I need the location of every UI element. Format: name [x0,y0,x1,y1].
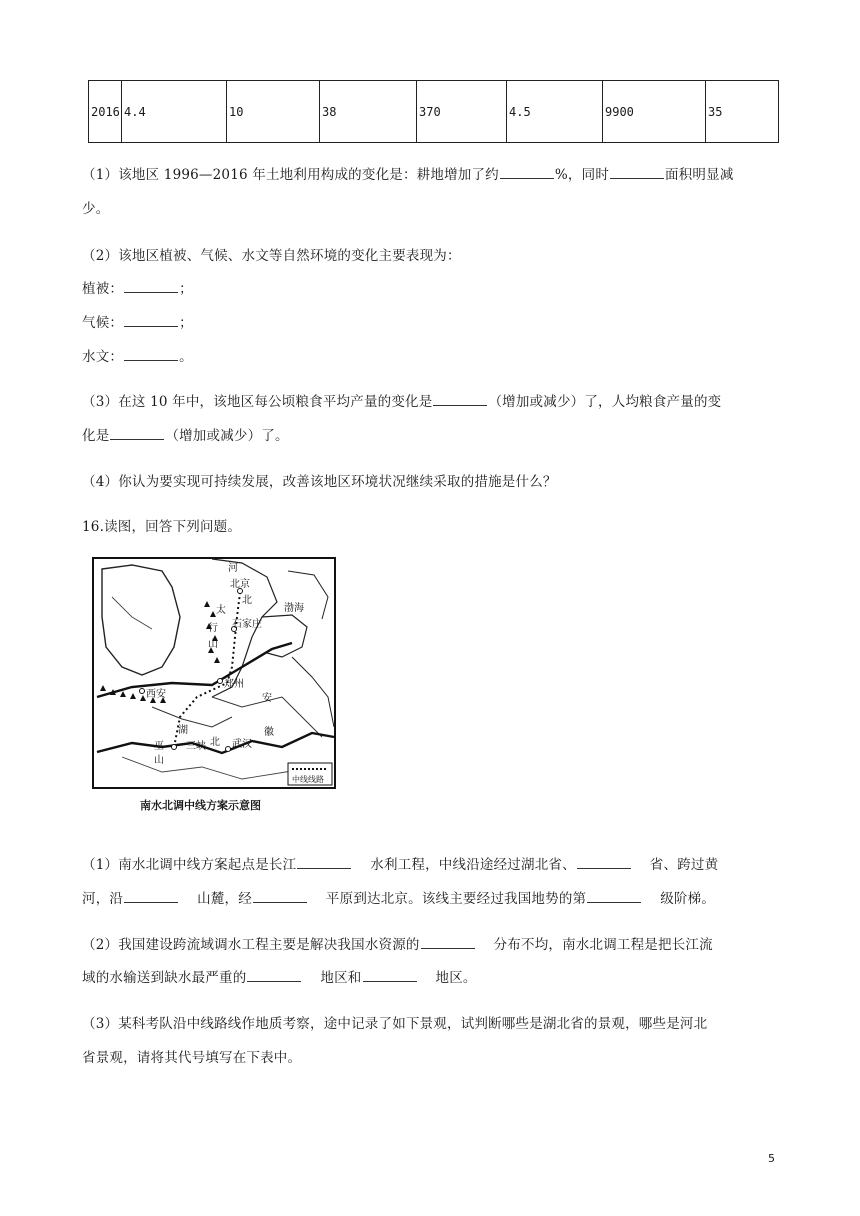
q16-p1f: 平原到达北京。该线主要经过我国地势的第 [325,891,587,907]
punct: ； [179,281,193,297]
city-zhengzhou [218,679,223,684]
answer-blank[interactable] [577,856,631,869]
q16-part2-line2 [82,966,477,986]
q15-vegetation [82,277,193,297]
page-number: 5 [768,1152,775,1165]
table-row [89,81,779,143]
map-label: 渤海 [284,603,304,614]
label-vegetation: 植被： [82,281,124,297]
q16-part1-line1 [82,853,718,873]
answer-blank[interactable] [500,166,554,179]
map-label: 河 [228,563,238,574]
table-cell: 4.4 [122,81,227,143]
data-table [88,80,779,143]
map-label: 郑州 [224,679,244,690]
answer-blank[interactable] [124,280,178,293]
map-caption: 南水北调中线方案示意图 [140,799,261,812]
q16-p2d: 地区和 [320,970,362,986]
answer-blank[interactable] [124,314,178,327]
q15-p3a: （3）在这 10 年中，该地区每公顷粮食平均产量的变化是 [82,394,433,410]
q15-p1b: %，同时 [554,167,610,183]
q15-part1-line1 [82,163,734,183]
q16-p2a: （2）我国建设跨流域调水工程主要是解决我国水资源的 [82,937,420,953]
punct: 。 [179,349,193,365]
q15-hydrology [82,345,193,365]
q15-part2: （2）该地区植被、气候、水文等自然环境的变化主要表现为： [82,248,461,264]
q15-part3-line1 [82,390,721,410]
answer-blank[interactable] [433,393,487,406]
q15-p1a: （1）该地区 1996—2016 年土地利用构成的变化是：耕地增加了约 [82,167,499,183]
q15-p3c: 化是 [82,428,110,444]
q16-p1e: 山麓，经 [197,891,252,907]
city-wuhan [226,747,231,752]
q16-p1a: （1）南水北调中线方案起点是长江 [82,857,297,873]
q15-part1-line2: 少。 [82,201,110,217]
map-figure [92,557,336,789]
answer-blank[interactable] [363,969,417,982]
q15-p3b: （增加或减少）了，人均粮食产量的变 [488,394,722,410]
q16-p2b: 分布不均，南水北调工程是把长江流 [493,937,713,953]
answer-blank[interactable] [110,427,164,440]
q16-p2e: 地区。 [435,970,477,986]
punct: ； [179,315,193,331]
map-label: 三峡 [186,741,206,752]
map-label: 北京 [230,579,250,590]
map-label: 西安 [146,689,166,700]
label-climate: 气候： [82,315,124,331]
q15-part4: （4）你认为要实现可持续发展，改善该地区环境状况继续采取的措施是什么？ [82,474,557,490]
map-label: 湖 [178,725,188,736]
map-label: 北 [242,595,252,606]
q15-p3d: （增加或减少）了。 [165,428,289,444]
q16-part3-line2: 省景观，请将其代号填写在下表中。 [82,1050,302,1066]
answer-blank[interactable] [610,166,664,179]
table-cell: 35 [706,81,779,143]
map-label: 山 [208,639,218,650]
answer-blank[interactable] [297,856,351,869]
city-xian [140,689,145,694]
q15-p1c: 面积明显减 [665,167,734,183]
q16-p1c: 省、跨过黄 [649,857,719,873]
table-cell: 4.5 [507,81,603,143]
q16-part3-line1: （3）某科考队沿中线路线作地质考察，途中记录了如下景观，试判断哪些是湖北省的景观，哪些是河北 [82,1016,708,1032]
map-label: 武汉 [232,739,252,750]
q16-p1b: 水利工程，中线沿途经过湖北省、 [370,857,576,873]
answer-blank[interactable] [124,890,178,903]
q16-part1-line2 [82,887,715,907]
legend-label: 中线线路 [292,775,324,784]
table-cell: 370 [417,81,507,143]
answer-blank[interactable] [124,348,178,361]
q16-p1d: 河，沿 [82,891,124,907]
answer-blank[interactable] [421,936,475,949]
map-frame [93,558,335,788]
answer-blank[interactable] [253,890,307,903]
q16-part2-line1 [82,933,713,953]
label-hydrology: 水文： [82,349,124,365]
city-sanxia [172,745,177,750]
map-label: 徽 [264,727,274,738]
table-cell: 38 [320,81,417,143]
map-label: 太 [216,605,226,616]
answer-blank[interactable] [247,969,301,982]
map-label: 行 [208,623,218,634]
table-cell: 10 [227,81,320,143]
map-label: 山 [154,755,164,766]
q16-p1g: 级阶梯。 [660,891,716,907]
map-label: 巫 [154,741,164,752]
map-label: 安 [262,693,272,704]
map-label: 北 [210,737,220,748]
map-label: 石家庄 [232,619,262,630]
q16-p2c: 域的水输送到缺水最严重的 [82,970,247,986]
q15-part3-line2 [82,424,289,444]
table-cell: 9900 [603,81,706,143]
q16-title: 16.读图，回答下列问题。 [82,519,242,535]
q15-climate [82,311,193,331]
table-cell: 2016 [89,81,122,143]
answer-blank[interactable] [587,890,641,903]
